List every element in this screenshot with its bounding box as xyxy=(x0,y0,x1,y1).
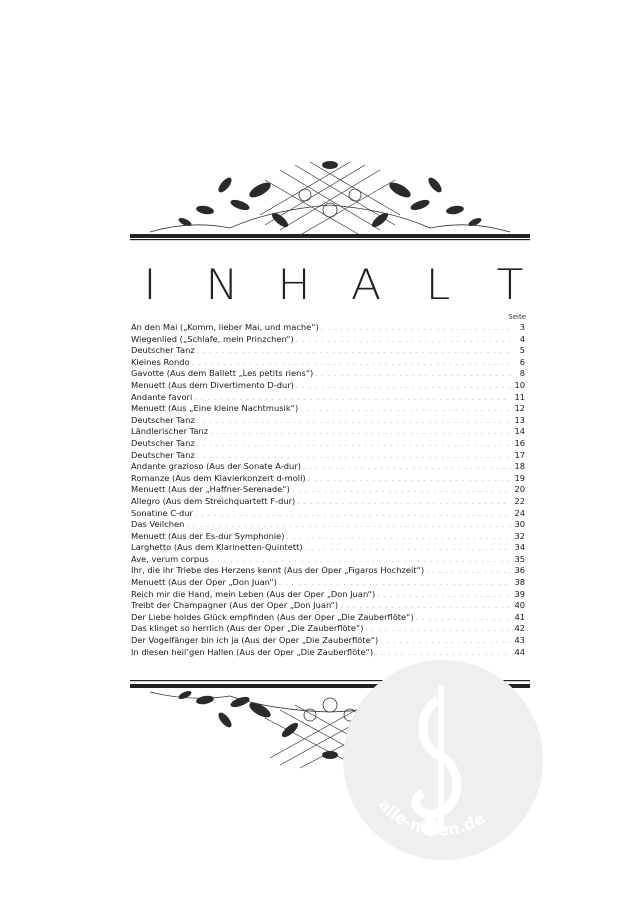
dot-leader xyxy=(290,485,511,497)
toc-entry-page: 3 xyxy=(519,322,525,332)
toc-entry-page: 39 xyxy=(514,588,525,599)
toc-entry-page: 18 xyxy=(514,461,525,472)
toc-entry-title: Allegro (Aus dem Streichquartett F-dur) xyxy=(131,495,296,506)
toc-entry-title: Ihr, die ihr Triebe des Herzens kennt (Aus der Oper „Figaros Hochzeit“) xyxy=(131,565,425,576)
toc-entry xyxy=(131,450,525,462)
toc-entry-title: Deutscher Tanz xyxy=(131,345,195,356)
dot-leader xyxy=(193,509,511,521)
dot-leader xyxy=(301,462,511,474)
toc-entry-title: Treibt der Champagner (Aus der Oper „Don Juan“) xyxy=(131,600,339,611)
toc-entry xyxy=(131,345,525,357)
toc-entry-title: Der Vogelfänger bin ich ja (Aus der Oper „Die Zauberflöte“) xyxy=(131,635,379,646)
toc-entry xyxy=(131,484,525,496)
toc-entry xyxy=(131,554,525,566)
toc-entry-page: 40 xyxy=(514,600,525,611)
dot-leader xyxy=(294,381,511,393)
dot-leader xyxy=(195,346,511,358)
toc-entry-title: Das klinget so herrlich (Aus der Oper „Die Zauberflöte“) xyxy=(131,623,364,634)
toc-entry xyxy=(131,438,525,450)
dot-leader xyxy=(303,543,511,555)
toc-entry xyxy=(131,415,525,427)
toc-entry-title: Menuett (Aus der Oper „Don Juan“) xyxy=(131,577,277,588)
toc-entry-page: 30 xyxy=(514,519,525,530)
toc-entry-page: 16 xyxy=(514,437,525,448)
toc-entry-page: 17 xyxy=(514,449,525,460)
toc-entry-page: 10 xyxy=(514,379,525,390)
toc-entry-page: 38 xyxy=(514,577,525,588)
toc-entry-title: In diesen heil’gen Hallen (Aus der Oper „Die Zauberflöte“) xyxy=(131,646,374,657)
page-column-header: Seite xyxy=(508,313,526,321)
dot-leader xyxy=(306,474,511,486)
toc-entry-title: Deutscher Tanz xyxy=(131,437,195,448)
toc-entry xyxy=(131,392,525,404)
toc-entry-title: Deutscher Tanz xyxy=(131,449,195,460)
toc-entry-title: Larghetto (Aus dem Klarinetten-Quintett) xyxy=(131,542,303,553)
toc-entry-page: 42 xyxy=(514,623,525,634)
toc-entry-title: Menuett (Aus „Eine kleine Nachtmusik“) xyxy=(131,403,299,414)
toc-entry xyxy=(131,600,525,612)
toc-entry xyxy=(131,519,525,531)
dot-leader xyxy=(378,636,511,648)
toc-entry-page: 35 xyxy=(514,553,525,564)
toc-entry-page: 19 xyxy=(514,472,525,483)
toc-entry-page: 20 xyxy=(514,484,525,495)
dot-leader xyxy=(424,566,511,578)
toc-entry-page: 13 xyxy=(514,414,525,425)
toc-entry xyxy=(131,508,525,520)
title-letter: T xyxy=(496,260,524,310)
dot-leader xyxy=(195,416,511,428)
dot-leader xyxy=(294,335,511,347)
toc-entry-title: Andante favori xyxy=(131,391,193,402)
toc-entry xyxy=(131,380,525,392)
page-title xyxy=(130,260,530,310)
top-floral-ornament xyxy=(130,150,530,250)
title-letter: H xyxy=(277,260,311,310)
toc-entry xyxy=(131,589,525,601)
toc-entry xyxy=(131,496,525,508)
toc-entry-title: An den Mai („Komm, lieber Mai, und mache“) xyxy=(131,322,319,332)
title-letter: A xyxy=(350,260,382,310)
watermark-logo xyxy=(338,655,548,865)
toc-entry-page: 11 xyxy=(514,391,525,402)
toc-entry xyxy=(131,473,525,485)
toc-entry-title: Romanze (Aus dem Klavierkonzert d-moll) xyxy=(131,472,306,483)
toc-entry-page: 22 xyxy=(514,495,525,506)
toc-entry-title: Menuett (Aus der Es-dur Symphonie) xyxy=(131,530,285,541)
toc-entry xyxy=(131,403,525,415)
toc-entry xyxy=(131,357,525,369)
toc-entry xyxy=(131,322,525,334)
toc-entry-title: Ländlerischer Tanz xyxy=(131,426,209,437)
toc-entry-page: 34 xyxy=(514,542,525,553)
dot-leader xyxy=(195,439,511,451)
toc-entry xyxy=(131,426,525,438)
toc-entry xyxy=(131,577,525,589)
toc-entry xyxy=(131,461,525,473)
dot-leader xyxy=(375,590,511,602)
toc-entry xyxy=(131,623,525,635)
watermark-text: alle-noten.de xyxy=(374,794,489,840)
toc-entry-page: 41 xyxy=(514,611,525,622)
title-letter: N xyxy=(205,260,239,310)
toc-entry-page: 43 xyxy=(514,635,525,646)
toc-entry-page: 14 xyxy=(514,426,525,437)
toc-entry-page: 4 xyxy=(519,333,525,344)
toc-entry xyxy=(131,368,525,380)
dot-leader xyxy=(319,323,511,335)
toc-entry-page: 24 xyxy=(514,507,525,518)
toc-entry-title: Reich mir die Hand, mein Leben (Aus der Oper „Don Juan“) xyxy=(131,588,376,599)
dot-leader xyxy=(284,532,511,544)
toc-entry xyxy=(131,635,525,647)
dot-leader xyxy=(313,369,511,381)
toc-entry-page: 8 xyxy=(519,368,525,379)
toc-entry-title: Sonatine C-dur xyxy=(131,507,193,518)
toc-entry xyxy=(131,531,525,543)
toc-entry-title: Menuett (Aus dem Divertimento D-dur) xyxy=(131,379,294,390)
dot-leader xyxy=(414,613,511,625)
toc-entry xyxy=(131,542,525,554)
dot-leader xyxy=(298,404,511,416)
toc-entry-title: Das Veilchen xyxy=(131,519,185,530)
table-of-contents xyxy=(131,322,525,658)
title-letter: L xyxy=(425,260,451,310)
toc-entry-page: 32 xyxy=(514,530,525,541)
toc-entry-title: Menuett (Aus der „Haffner-Serenade“) xyxy=(131,484,290,495)
toc-entry-title: Ave, verum corpus xyxy=(131,553,209,564)
toc-entry xyxy=(131,612,525,624)
toc-entry-page: 12 xyxy=(514,403,525,414)
toc-entry-page: 6 xyxy=(519,356,525,367)
dot-leader xyxy=(363,624,511,636)
toc-entry-page: 5 xyxy=(519,345,525,356)
title-letter: I xyxy=(143,260,157,310)
toc-entry-title: Gavotte (Aus dem Ballett „Les petits riens“) xyxy=(131,368,314,379)
toc-entry-page: 36 xyxy=(514,565,525,576)
toc-entry-title: Der Liebe holdes Glück empfinden (Aus der Oper „Die Zauberflöte“) xyxy=(131,611,414,622)
toc-entry-title: Deutscher Tanz xyxy=(131,414,195,425)
dot-leader xyxy=(295,497,511,509)
toc-entry-title: Kleines Rondo xyxy=(131,356,190,367)
dot-leader xyxy=(208,427,511,439)
toc-entry-page: 44 xyxy=(514,646,525,657)
toc-entry-title: Wiegenlied („Schlafe, mein Prinzchen“) xyxy=(131,333,294,344)
toc-entry-title: Andante grazioso (Aus der Sonate A-dur) xyxy=(131,461,301,472)
toc-entry xyxy=(131,565,525,577)
toc-entry xyxy=(131,334,525,346)
